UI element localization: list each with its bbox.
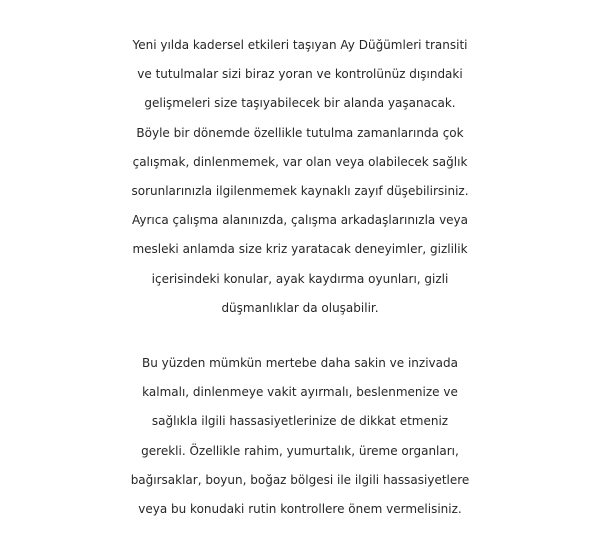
paragraph-line: gelişmeleri size taşıyabilecek bir alanda yaşanacak. <box>144 96 456 111</box>
paragraph-line: sorunlarınızla ilgilenmemek kaynaklı zayıf düşebilirsiniz. <box>131 184 469 199</box>
paragraph-line: içerisindeki konular, ayak kaydırma oyunları, gizli <box>151 271 449 286</box>
paragraph-line: Yeni yılda kadersel etkileri taşıyan Ay Düğümleri transiti <box>132 38 468 52</box>
paragraph-1 <box>0 31 600 323</box>
paragraph-line: çalışmak, dinlenmemek, var olan veya olabilecek sağlık <box>132 154 468 169</box>
paragraph-line: bağırsaklar, boyun, boğaz bölgesi ile ilgili hassasiyetlere <box>130 472 470 487</box>
paragraph-2 <box>0 349 600 524</box>
paragraph-line: sağlıkla ilgili hassasiyetlerinize de dikkat etmeniz <box>151 414 449 429</box>
paragraph-line: Bu yüzden mümkün mertebe daha sakin ve inzivada <box>142 356 458 370</box>
paragraph-line: ve tutulmalar sizi biraz yoran ve kontrolünüz dışındaki <box>137 67 463 82</box>
paragraph-line: gerekli. Özellikle rahim, yumurtalık, üreme organları, <box>141 443 459 458</box>
paragraph-line: veya bu konudaki rutin kontrollere önem vermelisiniz. <box>138 502 462 517</box>
paragraph-line: kalmalı, dinlenmeye vakit ayırmalı, beslenmenize ve <box>142 385 458 400</box>
paragraph-line: düşmanlıklar da oluşabilir. <box>221 300 379 315</box>
paragraph-line: Ayrıca çalışma alanınızda, çalışma arkadaşlarınızla veya <box>131 213 469 228</box>
paragraph-line: Böyle bir dönemde özellikle tutulma zamanlarında çok <box>136 125 464 140</box>
paragraph-line: mesleki anlamda size kriz yaratacak deneyimler, gizlilik <box>132 242 468 257</box>
